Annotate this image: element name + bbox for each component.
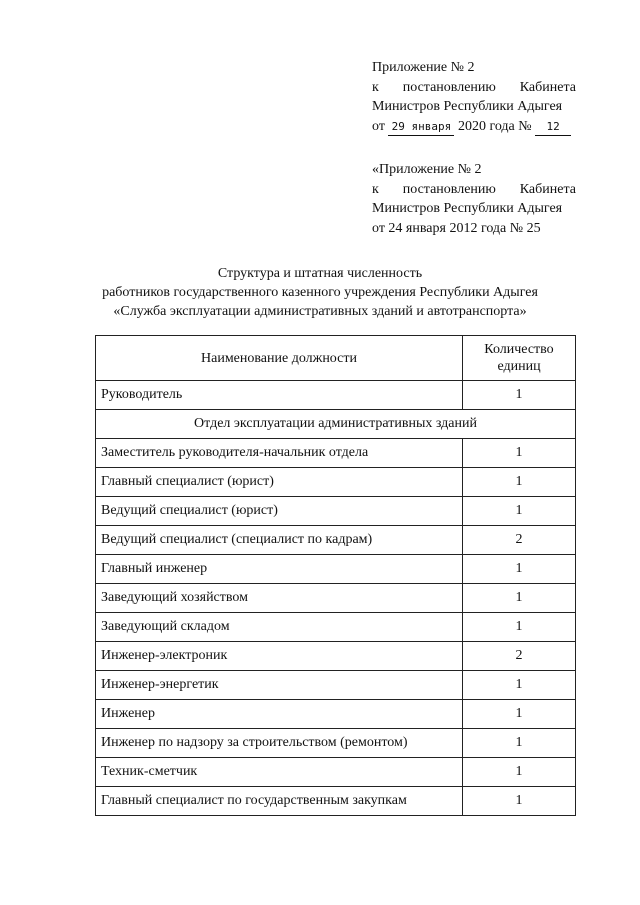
- original-appendix-reference: [372, 160, 576, 238]
- table-row: [96, 613, 576, 642]
- title-line-3: «Служба эксплуатации административных зданий и автотранспорта»: [113, 304, 527, 319]
- ref-line-2-word-2: постановлению: [402, 181, 496, 197]
- position-name: Руководитель: [96, 381, 463, 410]
- table-row: [96, 439, 576, 468]
- document-title: [0, 264, 640, 321]
- table-row: [96, 642, 576, 671]
- position-name: Инженер-электроник: [96, 642, 463, 671]
- position-count: 1: [463, 381, 576, 410]
- position-count: 1: [463, 787, 576, 816]
- position-count: 2: [463, 526, 576, 555]
- position-count: 1: [463, 613, 576, 642]
- position-count: 1: [463, 758, 576, 787]
- position-name: Заведующий складом: [96, 613, 463, 642]
- table-row-head: [96, 381, 576, 410]
- ref-line-4: от 24 января 2012 года № 25: [372, 220, 541, 236]
- ref-line-2: [372, 180, 576, 200]
- header-position: Наименование должности: [96, 336, 463, 381]
- position-count: 1: [463, 468, 576, 497]
- position-count: 1: [463, 671, 576, 700]
- title-line-2: работников государственного казенного учреждения Республики Адыгея: [102, 285, 538, 300]
- ref-line-2-word-3: Кабинета: [519, 181, 576, 197]
- position-name: Ведущий специалист (юрист): [96, 497, 463, 526]
- position-count: 1: [463, 555, 576, 584]
- position-count: 2: [463, 642, 576, 671]
- position-name: Инженер-энергетик: [96, 671, 463, 700]
- table-row: [96, 758, 576, 787]
- table-row: [96, 584, 576, 613]
- table-row: [96, 787, 576, 816]
- table-row: [96, 671, 576, 700]
- position-name: Главный специалист по государственным закупкам: [96, 787, 463, 816]
- position-name: Инженер: [96, 700, 463, 729]
- table-row: [96, 526, 576, 555]
- appendix-line-2: [372, 78, 576, 98]
- header-count: [463, 336, 576, 381]
- date-prefix: от: [372, 118, 385, 134]
- appendix-line-3: Министров Республики Адыгея: [372, 99, 563, 114]
- section-header-row: [96, 410, 576, 439]
- appendix-title: Приложение № 2: [372, 60, 475, 75]
- position-count: 1: [463, 700, 576, 729]
- position-name: Главный инженер: [96, 555, 463, 584]
- appendix-line-2-word-1: к: [372, 79, 379, 95]
- title-line-1: Структура и штатная численность: [217, 266, 423, 281]
- handwritten-number: 12: [535, 119, 571, 136]
- table-row: [96, 555, 576, 584]
- header-count-line-1: Количество: [484, 342, 554, 357]
- position-name: Техник-сметчик: [96, 758, 463, 787]
- position-name: Главный специалист (юрист): [96, 468, 463, 497]
- position-count: 1: [463, 729, 576, 758]
- table-row: [96, 468, 576, 497]
- handwritten-date: 29 января: [388, 119, 454, 136]
- section-title: Отдел эксплуатации административных зданий: [96, 410, 576, 439]
- appendix-line-4: [372, 117, 576, 137]
- ref-line-3: Министров Республики Адыгея: [372, 201, 563, 216]
- appendix-line-2-word-3: Кабинета: [519, 79, 576, 95]
- ref-line-1: «Приложение № 2: [372, 162, 482, 177]
- staffing-table: [95, 335, 576, 816]
- table-row: [96, 729, 576, 758]
- appendix-header: [372, 58, 576, 136]
- table-row: [96, 700, 576, 729]
- position-name: Инженер по надзору за строительством (ремонтом): [96, 729, 463, 758]
- ref-line-2-word-1: к: [372, 181, 379, 197]
- position-name: Ведущий специалист (специалист по кадрам): [96, 526, 463, 555]
- table-header-row: [96, 336, 576, 381]
- position-name: Заместитель руководителя-начальник отдела: [96, 439, 463, 468]
- position-count: 1: [463, 584, 576, 613]
- header-count-line-2: единиц: [497, 359, 541, 374]
- appendix-line-2-word-2: постановлению: [402, 79, 496, 95]
- position-count: 1: [463, 497, 576, 526]
- position-count: 1: [463, 439, 576, 468]
- table-row: [96, 497, 576, 526]
- year-number-label: 2020 года №: [457, 118, 532, 134]
- position-name: Заведующий хозяйством: [96, 584, 463, 613]
